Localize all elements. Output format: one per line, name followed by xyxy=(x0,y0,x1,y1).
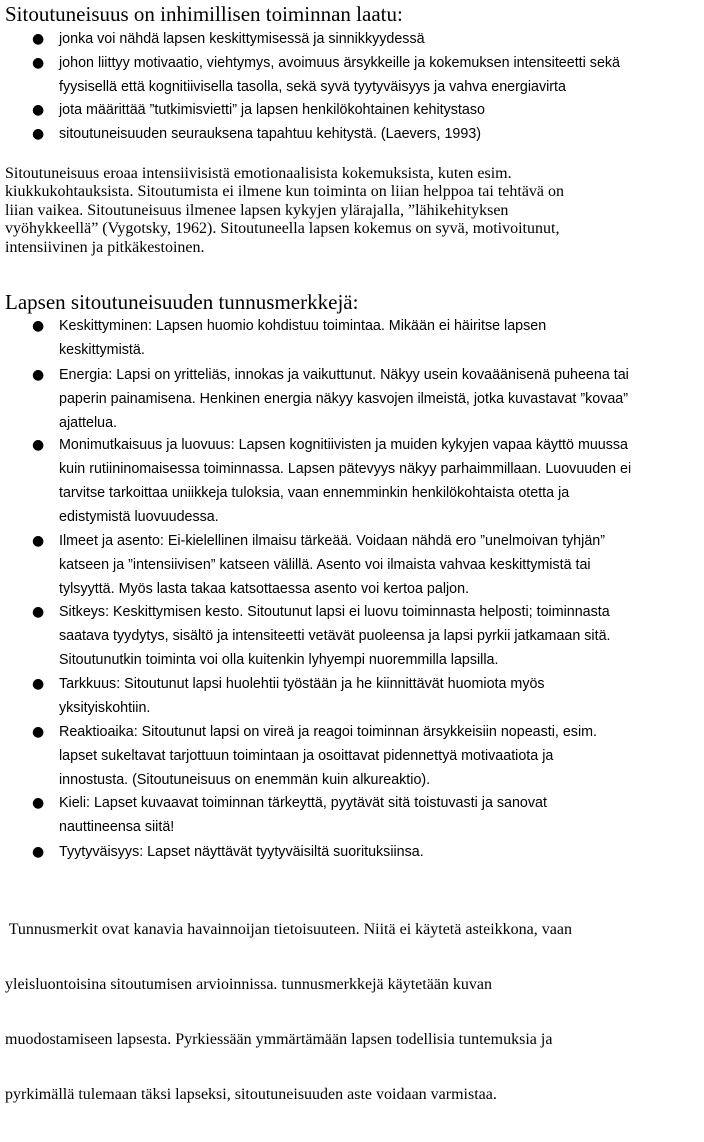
section-heading-engagement-signs: Lapsen sitoutuneisuuden tunnusmerkkejä: xyxy=(5,290,359,314)
list-item: Reaktioaika: Sitoutunut lapsi on vireä ja reagoi toiminnan ärsykkeisiin nopeasti, esim. lapset sukeltavat tarjottuun toimintaan ja osoittavat pidennettyä motivaatiota ja innostusta. (Sitoutuneisuus on enemmän kuin alkureaktio). xyxy=(59,724,598,788)
list-item: jonka voi nähdä lapsen keskittymisessä ja sinnikkyydessä xyxy=(59,31,425,47)
bullet-icon: ● xyxy=(32,795,45,811)
list-item: Monimutkaisuus ja luovuus: Lapsen kognitiivisten ja muiden kykyjen vapaa käyttö muussa kuin rutiininomaisessa toiminnassa. Lapsen pätevyys näkyy parhaimmillaan. Luovuuden ei tarvitse tarkoittaa uniikkeja tuloksia, vaan ennemminkin henkilökohtaista otetta ja edistymistä luovuudessa. xyxy=(59,437,632,525)
list-item: sitoutuneisuuden seurauksena tapahtuu kehitystä. (Laevers, 1993) xyxy=(59,126,482,142)
list-item: Sitkeys: Keskittymisen kesto. Sitoutunut lapsi ei luovu toiminnasta helposti; toiminnasta saatava tyydytys, sisältö ja intensiteetti vetävät puoleensa ja lapsi pyrkii jatkamaan sitä. Sitoutunutkin toiminta voi olla kuitenkin lyhyempi nuoremmilla lapsilla. xyxy=(59,604,611,668)
list-item: Energia: Lapsi on yritteliäs, innokas ja vaikuttunut. Näkyy usein kovaäänisenä puheena tai paperin painamisena. Henkinen energia näkyy kasvojen ilmeistä, jotka kuvastavat ”kovaa” ajattelua. xyxy=(59,367,629,431)
list-item: Tyytyväisyys: Lapset näyttävät tyytyväisiltä suorituksiinsa. xyxy=(59,844,424,860)
bullet-icon: ● xyxy=(32,318,45,334)
list-item: Tarkkuus: Sitoutunut lapsi huolehtii työstään ja he kiinnittävät huomiota myös yksityiskohtiin. xyxy=(59,676,545,716)
bullet-icon: ● xyxy=(32,126,45,142)
bullet-icon: ● xyxy=(32,102,45,118)
paragraph-engagement-difference: Sitoutuneisuus eroaa intensiivisistä emotionaalisista kokemuksista, kuten esim. kiukkukohtauksista. Sitoutumista ei ilmene kun toiminta on liian helppoa tai tehtävä on liian vaikea. Sitoutuneisuus ilmenee lapsen kykyjen ylärajalla, ”lähikehityksen vyöhykkeellä” (Vygotsky, 1962). Sitoutuneella lapsen kokemus on syvä, motivoitunut, intensiivinen ja pitkäkestoinen. xyxy=(5,165,565,256)
bullet-icon: ● xyxy=(32,724,45,740)
bullet-icon: ● xyxy=(32,31,45,47)
list-item: Ilmeet ja asento: Ei-kielellinen ilmaisu tärkeää. Voidaan nähdä ero ”unelmoivan tyhjän” katseen ja ”intensiivisen” katseen välillä. Asento voi ilmaista vahvaa keskittymistä tai tylsyyttä. Myös lasta takaa katsottaessa asento voi kertoa paljon. xyxy=(59,533,605,597)
paragraph-observation: Tunnusmerkit ovat kanavia havainnoijan tietoisuuteen. Niitä ei käytetä asteikkona, vaan yleisluontoisina sitoutumisen arvioinnissa. tunnusmerkkejä käytetään kuvan muodostamiseen lapsesta. Pyrkiessään ymmärtämään lapsen todellisia tuntemuksia ja pyrkimällä tulemaan täksi lapseksi, sitoutuneisuuden aste voidaan varmistaa. xyxy=(5,920,572,1104)
list-item: Keskittyminen: Lapsen huomio kohdistuu toimintaa. Mikään ei häiritse lapsen keskittymistä. xyxy=(59,318,547,358)
bullet-icon: ● xyxy=(32,533,45,549)
list-item: johon liittyy motivaatio, viehtymys, avoimuus ärsykkeille ja kokemuksen intensiteetti sekä fyysisellä että kognitiivisella tasolla, sekä syvä tyytyväisyys ja vahva energiavirta xyxy=(59,55,620,95)
bullet-icon: ● xyxy=(32,55,45,71)
bullet-icon: ● xyxy=(32,437,45,453)
list-item: Kieli: Lapset kuvaavat toiminnan tärkeyttä, pyytävät sitä toistuvasti ja sanovat nauttineensa siitä! xyxy=(59,795,547,835)
bullet-icon: ● xyxy=(32,604,45,620)
bullet-icon: ● xyxy=(32,844,45,860)
section-heading-engagement-quality: Sitoutuneisuus on inhimillisen toiminnan laatu: xyxy=(5,2,403,26)
list-item: jota määrittää ”tutkimisvietti” ja lapsen henkilökohtainen kehitystaso xyxy=(59,102,485,118)
bullet-icon: ● xyxy=(32,367,45,383)
bullet-icon: ● xyxy=(32,676,45,692)
